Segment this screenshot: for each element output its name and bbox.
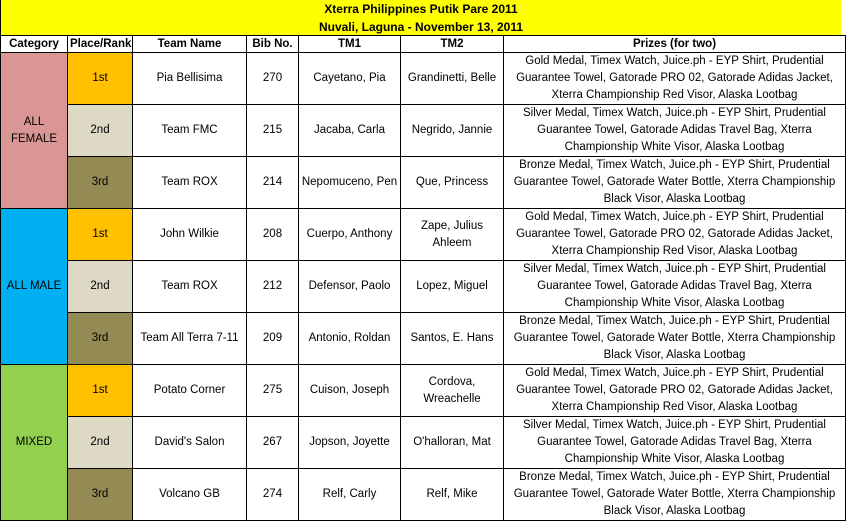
tm2-cell[interactable]: Grandinetti, Belle <box>401 53 504 105</box>
tm1-cell[interactable]: Nepomuceno, Pen <box>299 157 401 209</box>
header-prizes[interactable]: Prizes (for two) <box>504 36 846 53</box>
header-bib[interactable]: Bib No. <box>247 36 299 53</box>
tm2-cell[interactable]: Que, Princess <box>401 157 504 209</box>
tm1-cell[interactable]: Cuison, Joseph <box>299 365 401 417</box>
place-cell[interactable]: 2nd <box>68 417 133 469</box>
tm2-cell[interactable]: Negrido, Jannie <box>401 105 504 157</box>
tm1-cell[interactable]: Cayetano, Pia <box>299 53 401 105</box>
table-row <box>1 105 846 157</box>
bib-cell[interactable]: 212 <box>247 261 299 313</box>
table-row <box>1 313 846 365</box>
table-row <box>1 469 846 521</box>
bib-cell[interactable]: 267 <box>247 417 299 469</box>
place-cell[interactable]: 3rd <box>68 157 133 209</box>
tm2-cell[interactable]: Relf, Mike <box>401 469 504 521</box>
team-cell[interactable]: Team ROX <box>133 261 247 313</box>
tm1-cell[interactable]: Jacaba, Carla <box>299 105 401 157</box>
place-cell[interactable]: 1st <box>68 365 133 417</box>
table-row <box>1 261 846 313</box>
table-row <box>1 53 846 105</box>
place-cell[interactable]: 1st <box>68 209 133 261</box>
place-cell[interactable]: 3rd <box>68 469 133 521</box>
header-tm2[interactable]: TM2 <box>401 36 504 53</box>
tm2-cell[interactable]: O'halloran, Mat <box>401 417 504 469</box>
place-cell[interactable]: 3rd <box>68 313 133 365</box>
bib-cell[interactable]: 209 <box>247 313 299 365</box>
category-cell[interactable]: ALL MALE <box>1 209 68 365</box>
prizes-cell[interactable]: Bronze Medal, Timex Watch, Juice.ph - EYP Shirt, Prudential Guarantee Towel, Gatorade Water Bottle, Xterra Championship Black Visor, Alaska Lootbag <box>504 157 846 209</box>
table-body <box>1 53 846 521</box>
prizes-cell[interactable]: Gold Medal, Timex Watch, Juice.ph - EYP Shirt, Prudential Guarantee Towel, Gatorade PRO 02, Gatorade Adidas Jacket, Xterra Championship Red Visor, Alaska Lootbag <box>504 53 846 105</box>
tm1-cell[interactable]: Relf, Carly <box>299 469 401 521</box>
tm2-cell[interactable]: Santos, E. Hans <box>401 313 504 365</box>
team-cell[interactable]: Team All Terra 7-11 <box>133 313 247 365</box>
prizes-cell[interactable]: Silver Medal, Timex Watch, Juice.ph - EYP Shirt, Prudential Guarantee Towel, Gatorade Adidas Travel Bag, Xterra Championship White Visor, Alaska Lootbag <box>504 261 846 313</box>
prizes-cell[interactable]: Bronze Medal, Timex Watch, Juice.ph - EYP Shirt, Prudential Guarantee Towel, Gatorade Water Bottle, Xterra Championship Black Visor, Alaska Lootbag <box>504 469 846 521</box>
prizes-cell[interactable]: Silver Medal, Timex Watch, Juice.ph - EYP Shirt, Prudential Guarantee Towel, Gatorade Adidas Travel Bag, Xterra Championship White Visor, Alaska Lootbag <box>504 417 846 469</box>
bib-cell[interactable]: 215 <box>247 105 299 157</box>
header-category[interactable]: Category <box>1 36 68 53</box>
category-cell[interactable]: ALL FEMALE <box>1 53 68 209</box>
table-row <box>1 417 846 469</box>
table-row <box>1 157 846 209</box>
tm2-cell[interactable]: Zape, Julius Ahleem <box>401 209 504 261</box>
place-cell[interactable]: 1st <box>68 53 133 105</box>
bib-cell[interactable]: 208 <box>247 209 299 261</box>
tm1-cell[interactable]: Defensor, Paolo <box>299 261 401 313</box>
header-place[interactable]: Place/Rank <box>68 36 133 53</box>
team-cell[interactable]: Team FMC <box>133 105 247 157</box>
results-table <box>0 35 846 521</box>
prizes-cell[interactable]: Gold Medal, Timex Watch, Juice.ph - EYP Shirt, Prudential Guarantee Towel, Gatorade PRO 02, Gatorade Adidas Jacket, Xterra Championship Red Visor, Alaska Lootbag <box>504 209 846 261</box>
bib-cell[interactable]: 214 <box>247 157 299 209</box>
tm2-cell[interactable]: Cordova, Wreachelle <box>401 365 504 417</box>
sheet-subtitle[interactable]: Nuvali, Laguna - November 13, 2011 <box>0 18 841 35</box>
prizes-cell[interactable]: Bronze Medal, Timex Watch, Juice.ph - EYP Shirt, Prudential Guarantee Towel, Gatorade Water Bottle, Xterra Championship Black Visor, Alaska Lootbag <box>504 313 846 365</box>
tm1-cell[interactable]: Cuerpo, Anthony <box>299 209 401 261</box>
place-cell[interactable]: 2nd <box>68 261 133 313</box>
table-row <box>1 209 846 261</box>
team-cell[interactable]: David's Salon <box>133 417 247 469</box>
team-cell[interactable]: Team ROX <box>133 157 247 209</box>
team-cell[interactable]: Potato Corner <box>133 365 247 417</box>
table-row <box>1 365 846 417</box>
team-cell[interactable]: Volcano GB <box>133 469 247 521</box>
tm1-cell[interactable]: Antonio, Roldan <box>299 313 401 365</box>
prizes-cell[interactable]: Silver Medal, Timex Watch, Juice.ph - EYP Shirt, Prudential Guarantee Towel, Gatorade Adidas Travel Bag, Xterra Championship White Visor, Alaska Lootbag <box>504 105 846 157</box>
sheet-title[interactable]: Xterra Philippines Putik Pare 2011 <box>0 0 841 18</box>
bib-cell[interactable]: 270 <box>247 53 299 105</box>
team-cell[interactable]: John Wilkie <box>133 209 247 261</box>
place-cell[interactable]: 2nd <box>68 105 133 157</box>
team-cell[interactable]: Pia Bellisima <box>133 53 247 105</box>
bib-cell[interactable]: 274 <box>247 469 299 521</box>
header-tm1[interactable]: TM1 <box>299 36 401 53</box>
tm1-cell[interactable]: Jopson, Joyette <box>299 417 401 469</box>
bib-cell[interactable]: 275 <box>247 365 299 417</box>
header-row <box>1 36 846 53</box>
prizes-cell[interactable]: Gold Medal, Timex Watch, Juice.ph - EYP Shirt, Prudential Guarantee Towel, Gatorade PRO 02, Gatorade Adidas Jacket, Xterra Championship Red Visor, Alaska Lootbag <box>504 365 846 417</box>
category-cell[interactable]: MIXED <box>1 365 68 521</box>
header-team[interactable]: Team Name <box>133 36 247 53</box>
tm2-cell[interactable]: Lopez, Miguel <box>401 261 504 313</box>
